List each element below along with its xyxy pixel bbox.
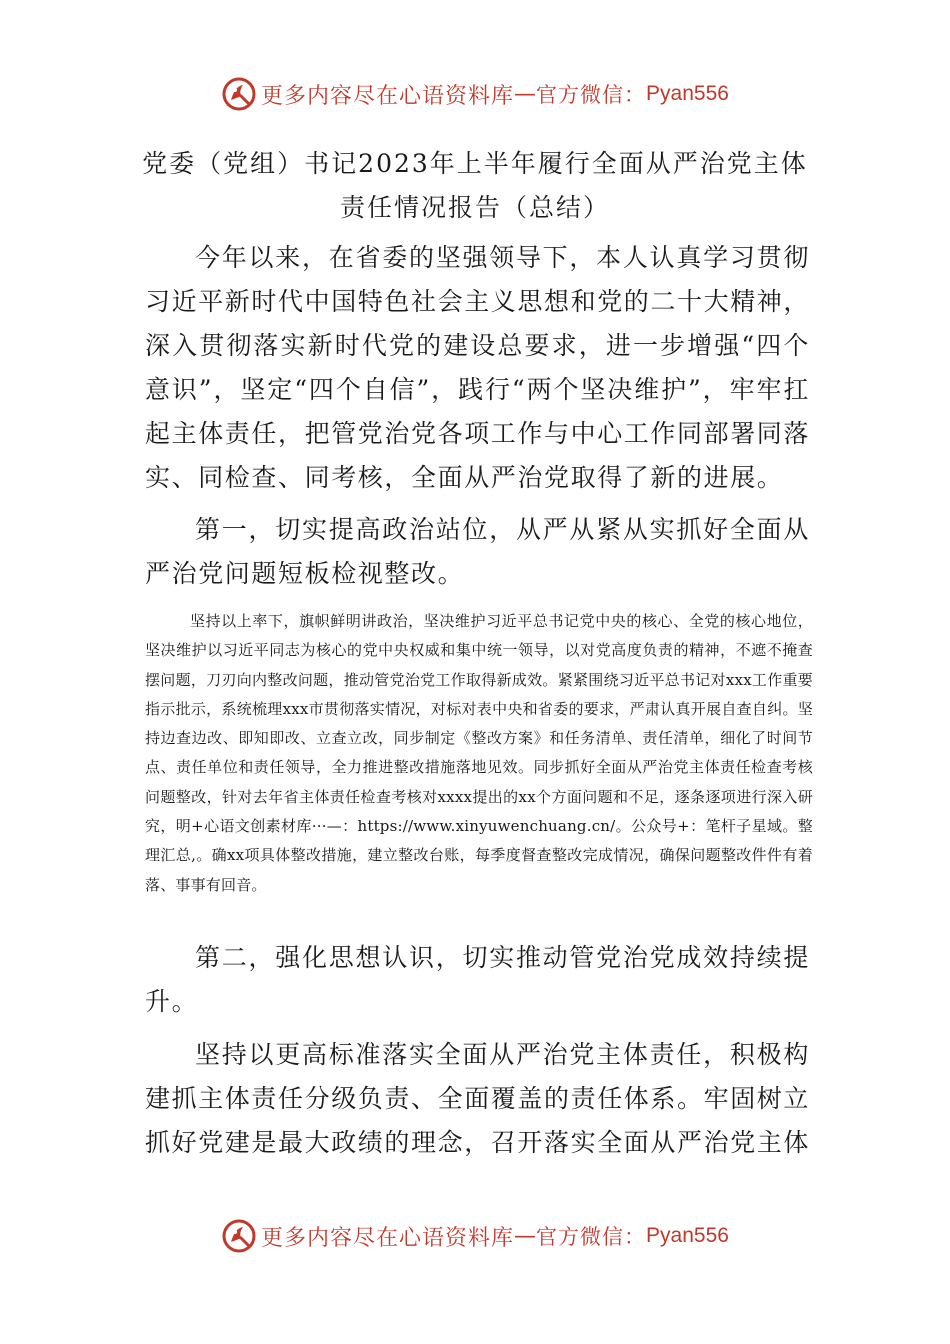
logo-icon	[221, 1218, 257, 1254]
footer-watermark-banner	[0, 1216, 950, 1256]
banner-separator: —	[514, 81, 537, 107]
banner-wechat-label: 官方微信：	[536, 83, 647, 107]
banner-wechat-label: 官方微信：	[536, 1225, 647, 1249]
banner-wechat-id: Pyan556	[646, 82, 729, 105]
logo-icon	[221, 76, 257, 112]
section-one-heading: 第一，切实提高政治站位，从严从紧从实抓好全面从严治党问题短板检视整改。	[145, 515, 810, 588]
section-two-body: 坚持以更高标准落实全面从严治党主体责任，积极构建抓主体责任分级负责、全面覆盖的责任体系。牢固树立抓好党建是最大政绩的理念，召开落实全面从严治党主体	[145, 1040, 811, 1157]
document-title: 党委（党组）书记2023年上半年履行全面从严治党主体责任情况报告（总结）	[142, 149, 808, 222]
banner-separator: —	[514, 1223, 537, 1249]
banner-brand-text: 更多内容尽在心语资料库	[261, 1225, 515, 1251]
header-watermark-banner	[0, 74, 950, 114]
section-one-body: 坚持以上率下，旗帜鲜明讲政治，坚决维护习近平总书记党中央的核心、全党的核心地位，坚决维护以习近平同志为核心的党中央权威和集中统一领导，以对党高度负责的精神，不遮不掩查摆问题，刀刃向内整改问题，推动管党治党工作取得新成效。紧紧围绕习近平总书记对xxx工作重要指示批示，系统梳理xxx市贯彻落实情况，对标对表中央和省委的要求，严肃认真开展自查自纠。坚持边查边改、即知即改、立查立改，同步制定《整改方案》和任务清单、责任清单，细化了时间节点、责任单位和责任领导，全力推进整改措施落地见效。同步抓好全面从严治党主体责任检查考核问题整改，针对去年省主体责任检查考核对xxxx提出的xx个方面问题和不足，逐条逐项进行深入研究，明+心语文创素材库···—：https://www.xinyuwenchuang.cn/。公众号+：笔杆子星域。整理汇总,。确xx项具体整改措施，建立整改台账，每季度督查整改完成情况，确保问题整改件件有着落、事事有回音。	[145, 612, 813, 894]
banner-wechat-id: Pyan556	[646, 1224, 729, 1247]
intro-paragraph: 今年以来，在省委的坚强领导下，本人认真学习贯彻习近平新时代中国特色社会主义思想和党的二十大精神，深入贯彻落实新时代党的建设总要求，进一步增强“四个意识”，坚定“四个自信”，践行“两个坚决维护”，牢牢扛起主体责任，把管党治党各项工作与中心工作同部署同落实、同检查、同考核，全面从严治党取得了新的进展。	[145, 243, 811, 492]
section-two-heading: 第二，强化思想认识，切实推动管党治党成效持续提升。	[145, 943, 810, 1016]
banner-brand-text: 更多内容尽在心语资料库	[261, 83, 515, 109]
